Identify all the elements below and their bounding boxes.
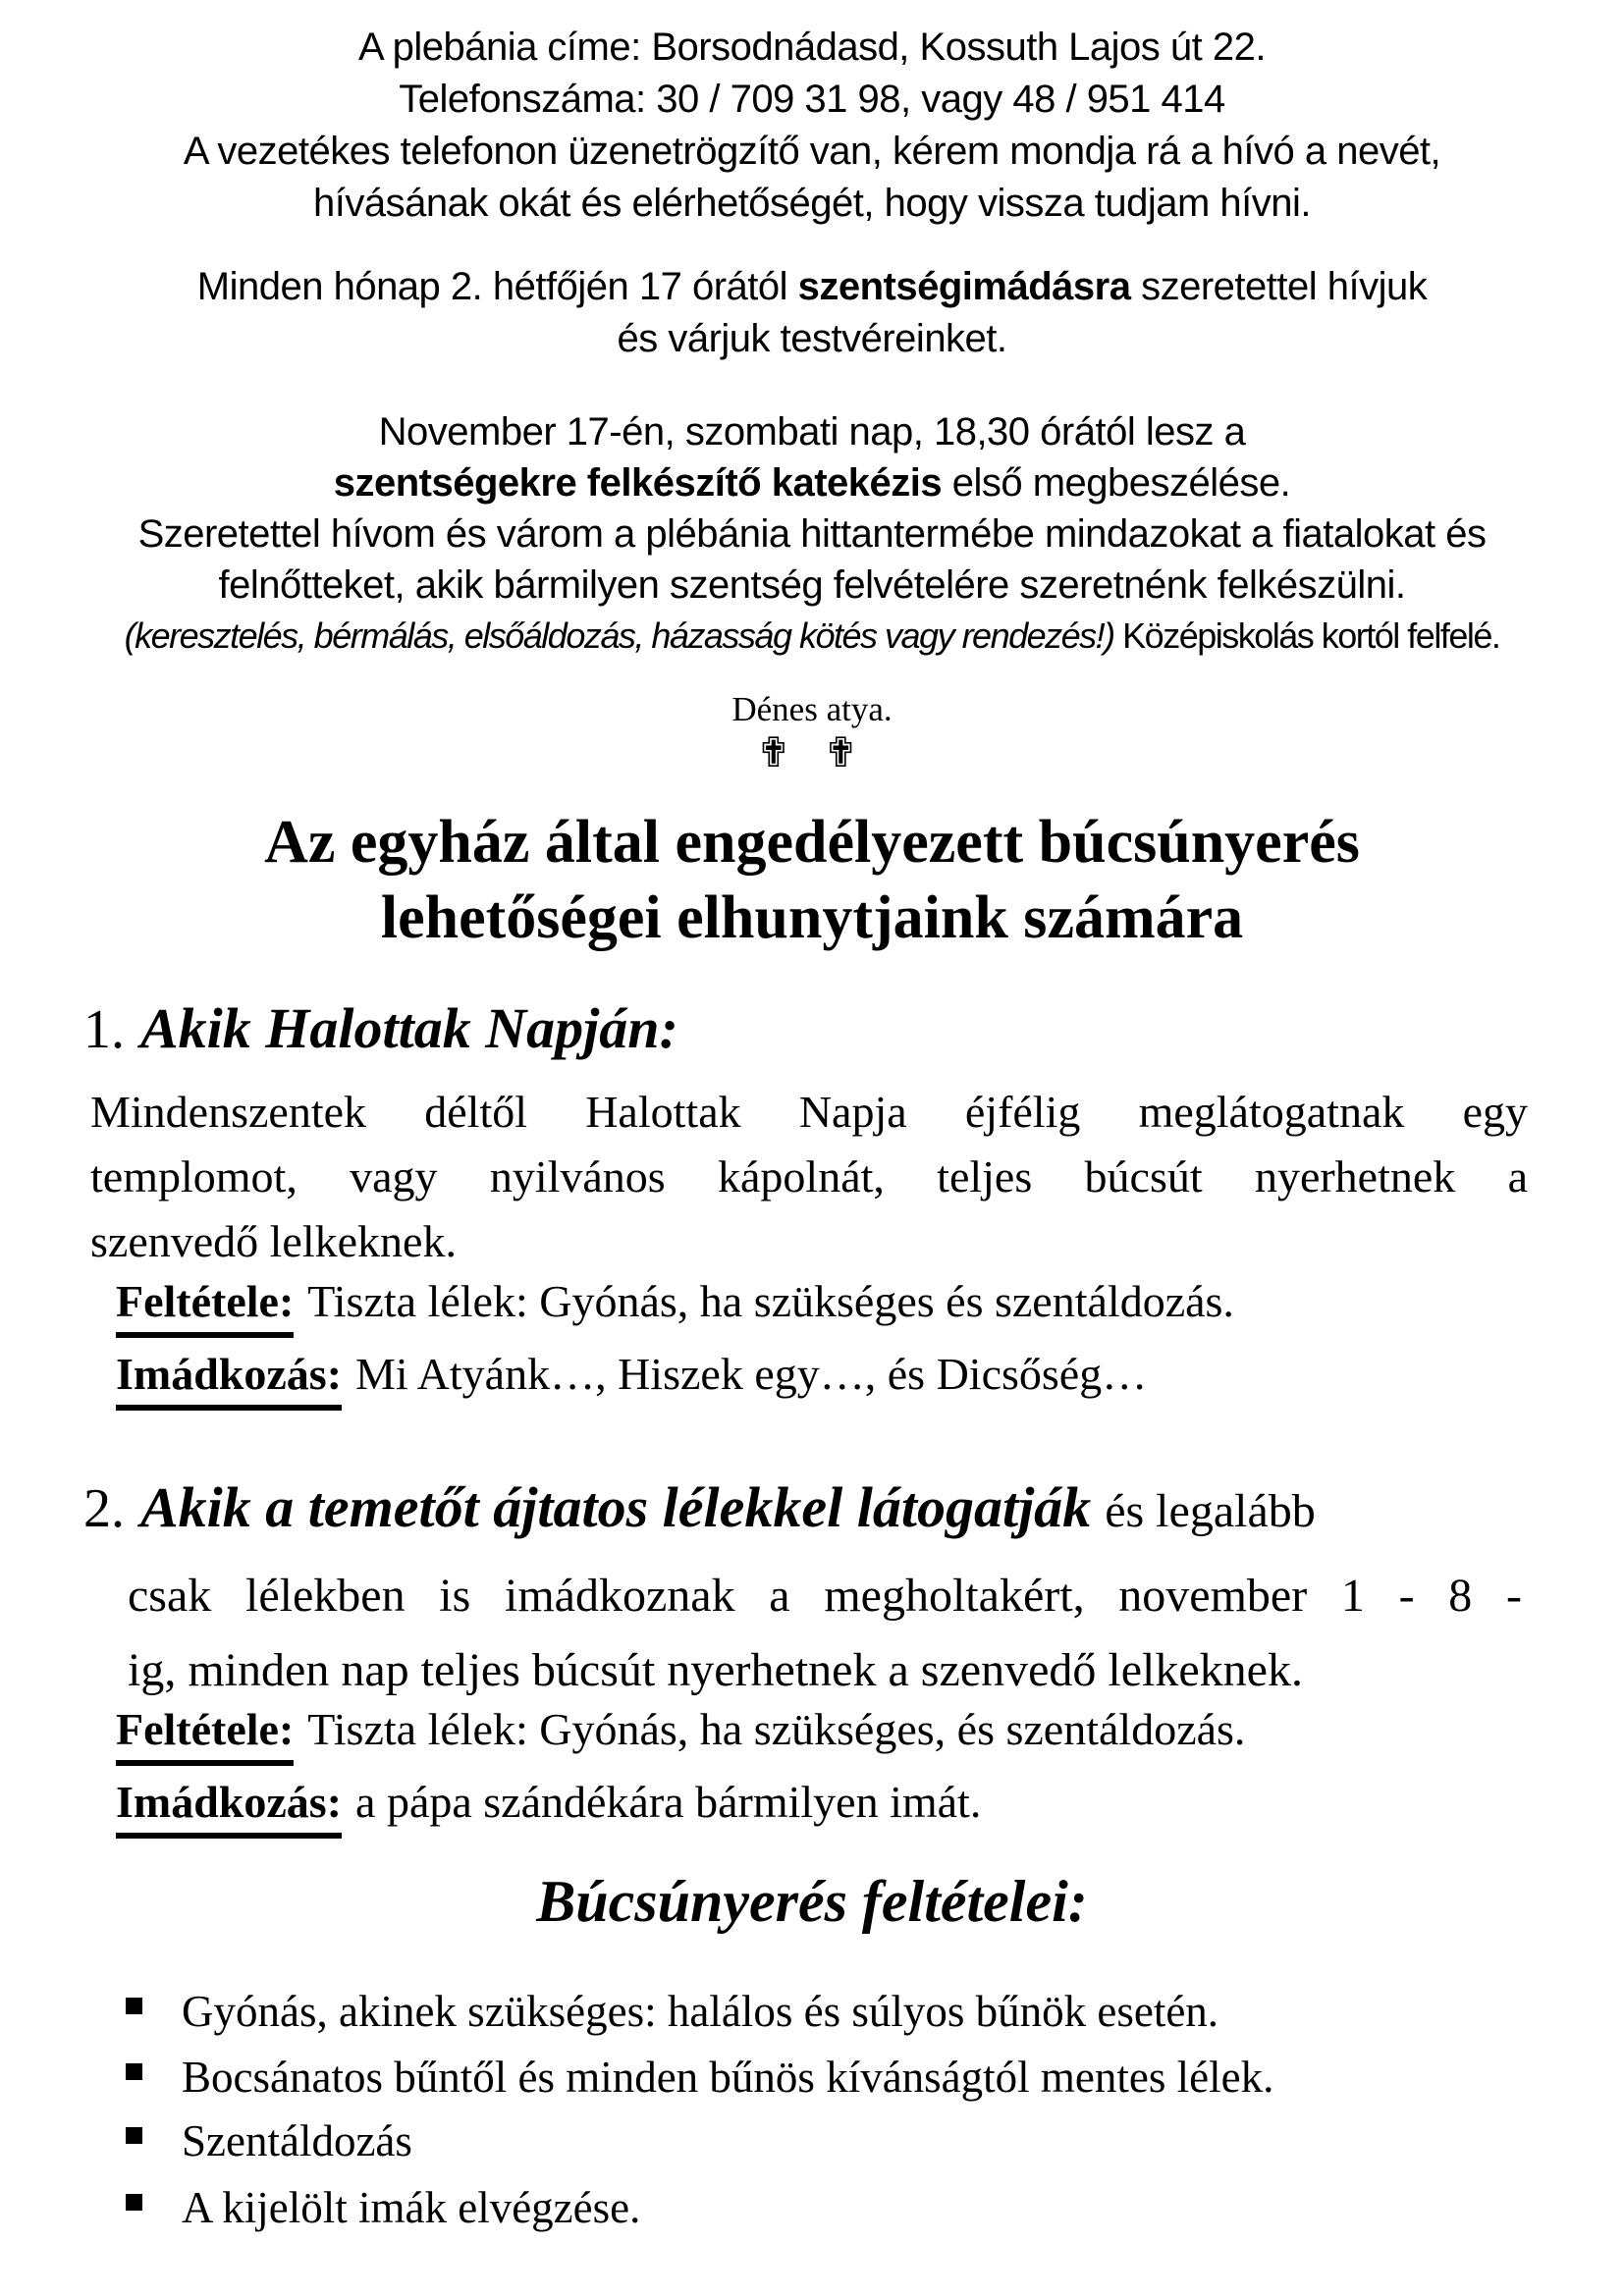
intro-line-address: A plebánia címe: Borsodnádasd, Kossuth Lajos út 22.	[357, 26, 1266, 69]
section-2-condition-label: Feltétele:	[116, 1700, 294, 1766]
condition-item-prayers	[126, 2179, 640, 2236]
square-bullet-icon	[126, 2194, 142, 2211]
square-bullet-icon	[126, 1998, 142, 2014]
signature-name: Dénes atya.	[731, 690, 893, 728]
intro-line-answering-machine: A vezetékes telefonon üzenetrögzítő van, kérem mondja rá a hívó a nevét,	[183, 130, 1441, 173]
catechesis-line-5	[0, 611, 1624, 662]
catechesis-text-post: első megbeszélése.	[942, 461, 1291, 505]
section-1-body	[90, 1080, 1528, 1274]
section-1-body-line-3: szenvedő lelkeknek.	[90, 1216, 457, 1266]
catechesis-line-3: Szeretettel hívom és várom a plébánia hittantermébe mindazokat a fiatalokat és	[137, 512, 1487, 556]
section-2-condition-row	[116, 1700, 1245, 1766]
section-2-body-line-1: csak lélekben is imádkoznak a megholtakért, november 1 - 8 -	[128, 1570, 1522, 1622]
adoration-line-1	[0, 261, 1624, 313]
main-title-line-1: Az egyház által engedélyezett búcsúnyerés	[264, 809, 1360, 876]
adoration-line-2: és várjuk testvéreinket.	[617, 317, 1007, 360]
adoration-block	[0, 261, 1624, 365]
adoration-text-bold: szentségimádásra	[797, 265, 1131, 308]
condition-item-text: Gyónás, akinek szükséges: halálos és súlyos bűnök esetén.	[182, 1987, 1219, 2036]
intro-line-callback: hívásának okát és elérhetőségét, hogy vissza tudjam hívni.	[312, 182, 1312, 225]
square-bullet-icon	[126, 2127, 142, 2144]
condition-item-text: A kijelölt imák elvégzése.	[182, 2183, 641, 2232]
section-1-prayer-row	[116, 1345, 1147, 1411]
section-2-title: Akik a temetőt ájtatos lélekkel látogatják	[140, 1475, 1092, 1539]
section-1-body-line-1: Mindenszentek déltől Halottak Napja éjfélig meglátogatnak egy	[90, 1087, 1528, 1137]
section-2-prayer-row	[116, 1773, 981, 1839]
catechesis-line-2	[0, 457, 1624, 508]
catechesis-text-italic: (keresztelés, bérmálás, elsőáldozás, házasság kötés vagy rendezés!)	[124, 615, 1114, 656]
section-2-condition-text: Tiszta lélek: Gyónás, ha szükséges, és szentáldozás.	[307, 1704, 1246, 1754]
intro-line-phone: Telefonszáma: 30 / 709 31 98, vagy 48 / 951 414	[399, 78, 1225, 121]
section-2-heading	[83, 1474, 1316, 1540]
condition-item-text: Bocsánatos bűntől és minden bűnös kívánságtól mentes lélek.	[182, 2053, 1274, 2102]
catechesis-text-bold: szentségekre felkészítő katekézis	[333, 461, 943, 505]
main-title	[0, 805, 1624, 956]
section-2-title-after: és legalább	[1105, 1485, 1316, 1537]
section-1-condition-label: Feltétele:	[116, 1272, 294, 1338]
section-1-condition-row	[116, 1272, 1234, 1338]
condition-item-text: Szentáldozás	[182, 2116, 412, 2165]
cross-icons: ✟ ✟	[756, 728, 868, 776]
section-1-heading	[83, 995, 678, 1061]
section-2-number: 2.	[83, 1478, 125, 1539]
section-2-body-line-2: ig, minden nap teljes búcsút nyerhetnek a szenvedő lelkeknek.	[128, 1644, 1303, 1696]
catechesis-line-4: felnőtteket, akik bármilyen szentség felvételére szeretnénk felkészülni.	[218, 563, 1406, 607]
conditions-title: Búcsúnyerés feltételei:	[536, 1869, 1088, 1934]
section-1-condition-text: Tiszta lélek: Gyónás, ha szükséges és szentáldozás.	[307, 1276, 1234, 1326]
section-1-title: Akik Halottak Napján:	[140, 996, 678, 1060]
section-2-body	[128, 1559, 1522, 1708]
intro-block	[0, 22, 1624, 230]
condition-item-confession	[126, 1983, 1218, 2040]
square-bullet-icon	[126, 2063, 142, 2080]
catechesis-line-1: November 17-én, szombati nap, 18,30 órától lesz a	[378, 410, 1246, 454]
section-2-prayer-text: a pápa szándékára bármilyen imát.	[355, 1777, 982, 1827]
adoration-text-pre: Minden hónap 2. hétfőjén 17 órától	[196, 265, 798, 308]
section-1-prayer-label: Imádkozás:	[116, 1345, 342, 1411]
section-1-body-line-2: templomot, vagy nyilvános kápolnát, teljes búcsút nyerhetnek a	[90, 1151, 1528, 1201]
adoration-text-post: szeretettel hívjuk	[1130, 265, 1428, 308]
section-1-prayer-text: Mi Atyánk…, Hiszek egy…, és Dicsőség…	[355, 1349, 1148, 1399]
main-title-line-2: lehetőségei elhunytjaink számára	[380, 884, 1244, 951]
catechesis-block	[0, 406, 1624, 662]
condition-item-communion	[126, 2112, 412, 2169]
condition-item-pure-soul	[126, 2049, 1273, 2106]
catechesis-text-age: Középiskolás kortól felfelé.	[1113, 615, 1500, 656]
section-2-prayer-label: Imádkozás:	[116, 1773, 342, 1839]
section-1-number: 1.	[83, 999, 125, 1060]
